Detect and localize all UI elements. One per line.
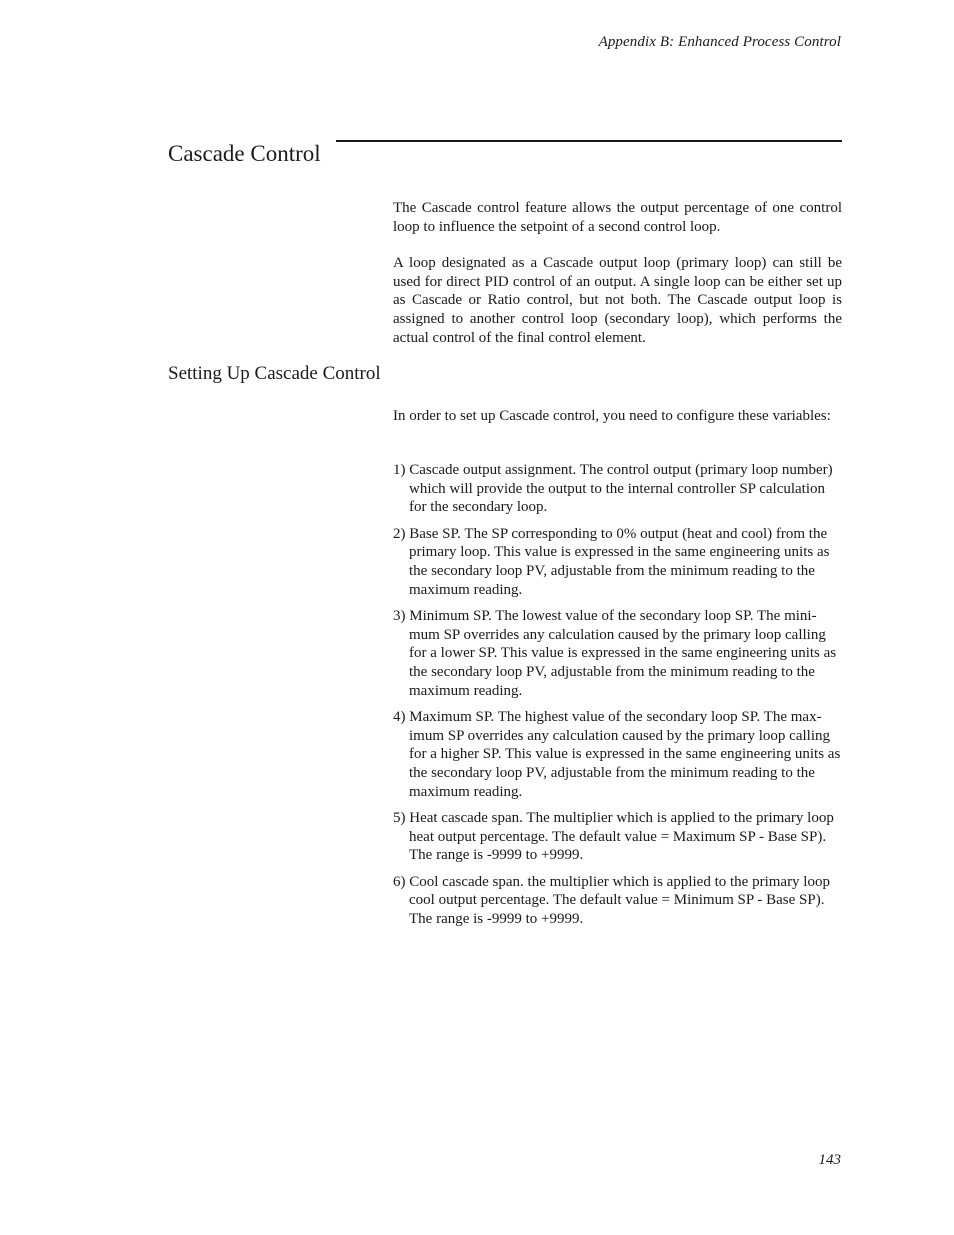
running-header: Appendix B: Enhanced Process Control (598, 34, 841, 50)
list-item: 2) Base SP. The SP corresponding to 0% output (heat and cool) from the primary loop. This value is expressed in the same engineering units as the secondary loop PV, adjustable from the minimum reading to the maximum reading. (393, 525, 830, 598)
body-paragraph: The Cascade control feature allows the output percentage of one control loop to influence the setpoint of a second control loop. (393, 200, 842, 235)
subsection-title: Setting Up Cascade Control (168, 363, 381, 384)
section-rule (336, 140, 842, 142)
page-number: 143 (818, 1152, 841, 1168)
section-title: Cascade Control (168, 141, 321, 166)
list-item: 3) Minimum SP. The lowest value of the secondary loop SP. The minimum SP overrides any calculation caused by the primary loop calling for a lower SP. This value is expressed in the same engineering units as the secondary loop PV, adjustable from the minimum reading to the maximum reading. (393, 607, 837, 699)
list-item: 6) Cool cascade span. the multiplier which is applied to the primary loop cool output percentage. The default value = Minimum SP - Base SP). The range is -9999 to +9999. (393, 873, 830, 927)
list-item: 4) Maximum SP. The highest value of the secondary loop SP. The maximum SP overrides any calculation caused by the primary loop calling for a higher SP. This value is expressed in the same engineering units as the secondary loop PV, adjustable from the minimum reading to the maximum reading. (393, 708, 841, 800)
list-item: 5) Heat cascade span. The multiplier which is applied to the primary loop heat output percentage. The default value = Maximum SP - Base SP). The range is -9999 to +9999. (393, 809, 834, 864)
variables-list (393, 461, 842, 936)
list-item: 1) Cascade output assignment. The control output (primary loop number) which will provide the output to the internal controller SP calculation for the secondary loop. (393, 462, 833, 516)
body-paragraph: A loop designated as a Cascade output loop (primary loop) can still be used for direct PID control of an output. A single loop can be either set up as Cascade or Ratio control, but not both. The Cascade output loop is assigned to another control loop (secondary loop), which performs the actual control of the final control element. (393, 255, 842, 346)
intro-paragraph: In order to set up Cascade control, you need to configure these variables: (393, 408, 831, 424)
